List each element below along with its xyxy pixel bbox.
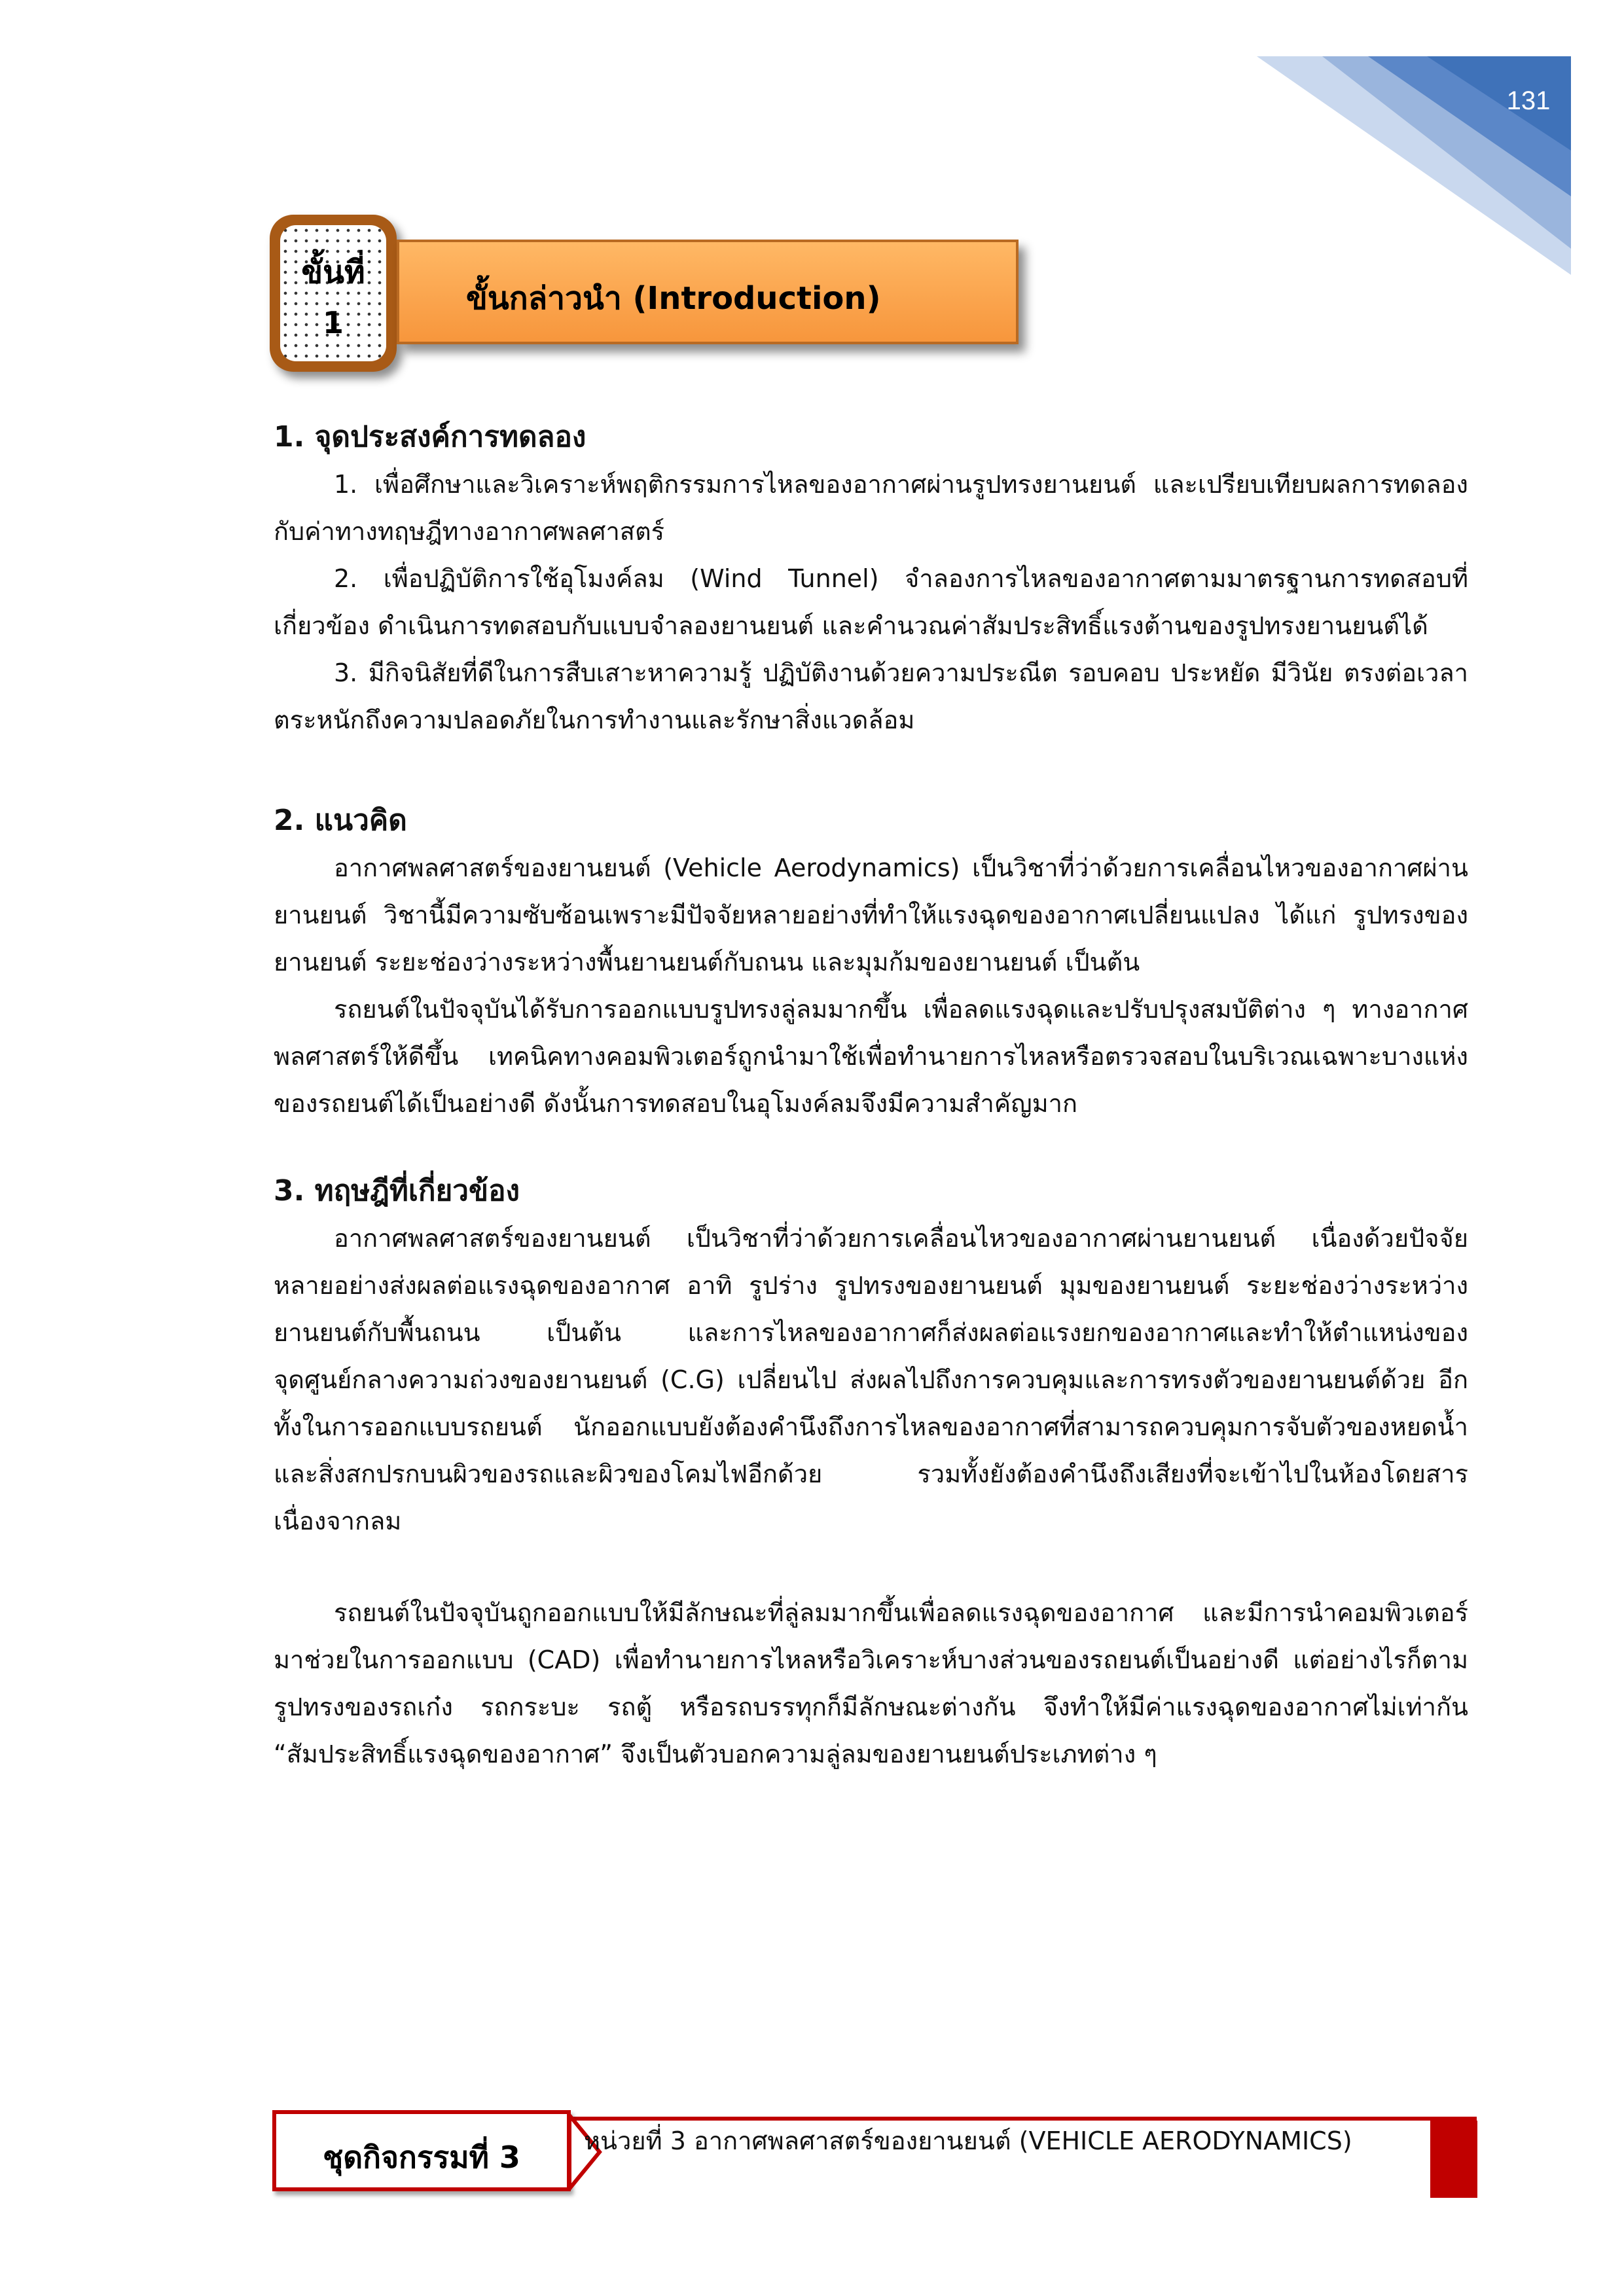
- section-heading-concept: 2. แนวคิด: [274, 804, 407, 837]
- step-title: ขั้นกล่าวนำ (Introduction): [466, 280, 881, 317]
- step-number: 1: [322, 305, 344, 340]
- step-word: ขั้นที่: [301, 254, 365, 291]
- section-heading-theory: 3. ทฤษฎีที่เกี่ยวข้อง: [274, 1174, 520, 1208]
- page-number: 131: [1506, 86, 1551, 115]
- paragraph: รถยนต์ในปัจจุบันได้รับการออกแบบรูปทรงลู่ลมมากขึ้น เพื่อลดแรงฉุดและปรับปรุงสมบัติต่าง ๆ ทางอากาศพลศาสตร์ให้ดีขึ้น เทคนิคทางคอมพิวเตอร์ถูกนำมาใช้เพื่อทำนายการไหลหรือตรวจสอบในบริเวณเฉพาะบางแห่งของรถยนต์ได้เป็นอย่างดี ดังนั้นการทดสอบในอุโมงค์ลมจึงมีความสำคัญมาก: [274, 995, 1468, 1118]
- document-body: [274, 414, 1468, 1778]
- step-title-banner: [397, 240, 1019, 344]
- section-heading-objectives: 1. จุดประสงค์การทดลอง: [274, 420, 586, 454]
- paragraph: 3. มีกิจนิสัยที่ดีในการสืบเสาะหาความรู้ ปฏิบัติงานด้วยความประณีต รอบคอบ ประหยัด มีวินัย ตรงต่อเวลา ตระหนักถึงความปลอดภัยในการทำงานและรักษาสิ่งแวดล้อม: [274, 658, 1468, 734]
- footer-activity-box: [272, 2110, 571, 2191]
- step-badge: [270, 215, 397, 372]
- paragraph: อากาศพลศาสตร์ของยานยนต์ (Vehicle Aerodynamics) เป็นวิชาที่ว่าด้วยการเคลื่อนไหวของอากาศผ่านยานยนต์ วิชานี้มีความซับซ้อนเพราะมีปัจจัยหลายอย่างที่ทำให้แรงฉุดของอากาศเปลี่ยนแปลง ได้แก่ รูปทรงของยานยนต์ ระยะช่องว่างระหว่างพื้นยานยนต์กับถนน และมุมก้มของยานยนต์ เป็นต้น: [274, 853, 1468, 977]
- paragraph: อากาศพลศาสตร์ของยานยนต์ เป็นวิชาที่ว่าด้วยการเคลื่อนไหวของอากาศผ่านยานยนต์ เนื่องด้วยปัจจัยหลายอย่างส่งผลต่อแรงฉุดของอากาศ อาทิ รูปร่าง รูปทรงของยานยนต์ มุมของยานยนต์ ระยะช่องว่างระหว่างยานยนต์กับพื้นถนน เป็นต้น และการไหลของอากาศก็ส่งผลต่อแรงยกของอากาศและทำให้ตำแหน่งของจุดศูนย์กลางความถ่วงของยานยนต์ (C.G) เปลี่ยนไป ส่งผลไปถึงการควบคุมและการทรงตัวของยานยนต์ด้วย อีกทั้งในการออกแบบรถยนต์ นักออกแบบยังต้องคำนึงถึงการไหลของอากาศที่สามารถควบคุมการจับตัวของหยดน้ำและสิ่งสกปรกบนผิวของรถและผิวของโคมไฟอีกด้วย รวมทั้งยังต้องคำนึงถึงเสียงที่จะเข้าไปในห้องโดยสารเนื่องจากลม: [274, 1224, 1468, 1535]
- footer-activity-label: ชุดกิจกรรมที่ 3: [323, 2140, 520, 2175]
- footer-red-block: [1430, 2121, 1477, 2198]
- step-badge-dotted-panel: [280, 225, 386, 361]
- paragraph: 2. เพื่อปฏิบัติการใช้อุโมงค์ลม (Wind Tunnel) จำลองการไหลของอากาศตามมาตรฐานการทดสอบที่เกี่ยวข้อง ดำเนินการทดสอบกับแบบจำลองยานยนต์ และคำนวณค่าสัมประสิทธิ์แรงต้านของรูปทรงยานยนต์ได้: [274, 564, 1468, 640]
- paragraph: 1. เพื่อศึกษาและวิเคราะห์พฤติกรรมการไหลของอากาศผ่านรูปทรงยานยนต์ และเปรียบเทียบผลการทดลองกับค่าทางทฤษฎีทางอากาศพลศาสตร์: [274, 470, 1468, 546]
- footer-unit-title: หน่วยที่ 3 อากาศพลศาสตร์ของยานยนต์ (VEHICLE AERODYNAMICS): [584, 2126, 1352, 2155]
- paragraph: รถยนต์ในปัจจุบันถูกออกแบบให้มีลักษณะที่ลู่ลมมากขึ้นเพื่อลดแรงฉุดของอากาศ และมีการนำคอมพิวเตอร์มาช่วยในการออกแบบ (CAD) เพื่อทำนายการไหลหรือวิเคราะห์บางส่วนของรถยนต์เป็นอย่างดี แต่อย่างไรก็ตามรูปทรงของรถเก๋ง รถกระบะ รถตู้ หรือรถบรรทุกก็มีลักษณะต่างกัน จึงทำให้มีค่าแรงฉุดของอากาศไม่เท่ากัน “สัมประสิทธิ์แรงฉุดของอากาศ” จึงเป็นตัวบอกความลู่ลมของยานยนต์ประเภทต่าง ๆ: [274, 1598, 1468, 1768]
- corner-decoration: [0, 0, 1624, 275]
